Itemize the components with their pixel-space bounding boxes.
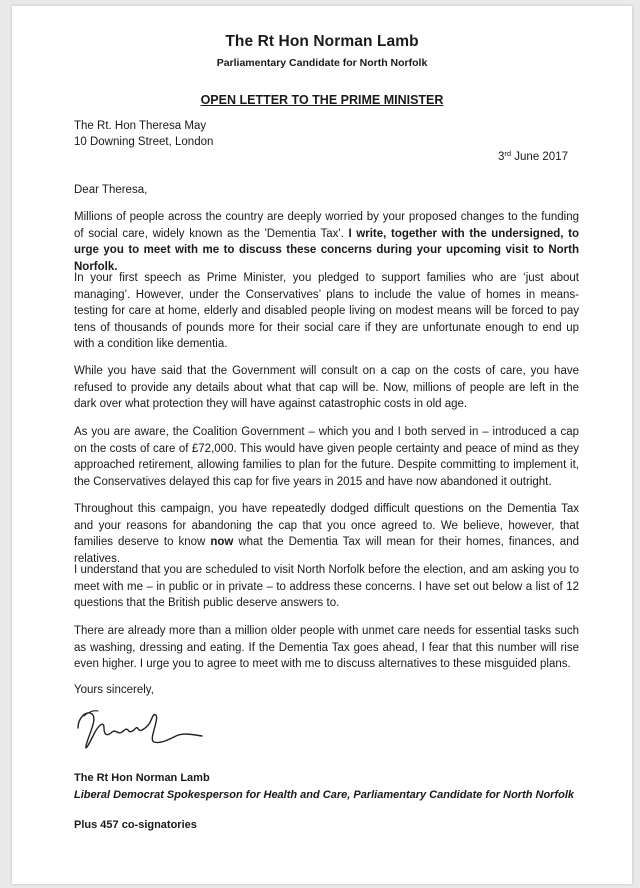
recipient-line-2: 10 Downing Street, London (74, 136, 214, 148)
signer-name: The Rt Hon Norman Lamb (74, 772, 210, 784)
letter-page (12, 6, 632, 884)
recipient-line-1: The Rt. Hon Theresa May (74, 120, 207, 132)
cosignatories: Plus 457 co-signatories (74, 819, 197, 831)
paragraph-4-text: As you are aware, the Coalition Government – which you and I both served in – introduced a cap on the costs of care of £72,000. This would have given people certainty and peace of mind as they approached retirement, allowing families to plan for the future. Despite committing to implement it, the Conservatives delayed this cap for five years in 2015 and have now abandoned it outright. (74, 426, 579, 488)
letterhead-role: Parliamentary Candidate for North Norfolk (216, 57, 428, 69)
paragraph-5-text-a: Throughout this campaign, you have repeatedly dodged difficult questions on the Dementia Tax and your reasons for abandoning the cap that you once agreed to. We believe, however, that families deserve to know (74, 503, 579, 549)
paragraph-2-text: In your first speech as Prime Minister, you pledged to support families who are ‘just about managing’. However, under the Conservatives’ plans to include the value of homes in means-testing for care at home, elderly and disabled people living on modest means will be forced to pay tens of thousands of pounds more for their social care if they are unfortunate enough to end up with a condition like dementia. (74, 272, 579, 351)
salutation: Dear Theresa, (74, 184, 148, 196)
signature-image (72, 706, 212, 758)
letterhead-name: The Rt Hon Norman Lamb (225, 33, 419, 50)
date-suffix: rd (504, 149, 512, 158)
paragraph-7 (74, 623, 579, 673)
paragraph-5-bold: now (210, 536, 234, 549)
paragraph-1 (74, 209, 579, 275)
paragraph-6-text: I understand that you are scheduled to visit North Norfolk before the election, and am asking you to meet with me – in public or in private – to address these concerns. I have set out below a list of 12 questions that the British public deserve answers to. (74, 564, 579, 610)
date-day: 3 (498, 151, 505, 163)
paragraph-7-text: There are already more than a million older people with unmet care needs for essential tasks such as washing, dressing and eating. If the Dementia Tax goes ahead, I fear that this number will rise even higher. I urge you to agree to meet with me to discuss alternatives to these misguided plans. (74, 625, 579, 671)
closing: Yours sincerely, (74, 684, 154, 696)
signer-title: Liberal Democrat Spokesperson for Health and Care, Parliamentary Candidate for North Norfolk (74, 789, 575, 801)
paragraph-5 (74, 501, 579, 567)
paragraph-4 (74, 424, 579, 490)
paragraph-3 (74, 363, 579, 413)
paragraph-1-text: Millions of people across the country are deeply worried by your proposed changes to the funding of social care, widely known as the 'Dementia Tax'. (74, 211, 579, 240)
paragraph-1-bold: I write, together with the undersigned, to urge you to meet with me to discuss these concerns during your upcoming visit to North Norfolk. (74, 227, 580, 273)
paragraph-2 (74, 270, 579, 353)
paragraph-3-text: While you have said that the Government will consult on a cap on the costs of care, you have refused to provide any details about what that cap will be. Now, millions of people are left in the dark over what protection they will have against catastrophic costs in old age. (74, 365, 579, 411)
date-rest: June 2017 (511, 151, 568, 163)
paragraph-5-text-b: what the Dementia Tax will mean for their homes, finances, and relatives. (74, 536, 579, 565)
letter-title: OPEN LETTER TO THE PRIME MINISTER (200, 93, 444, 107)
letter-date (498, 149, 568, 163)
paragraph-6 (74, 562, 579, 612)
